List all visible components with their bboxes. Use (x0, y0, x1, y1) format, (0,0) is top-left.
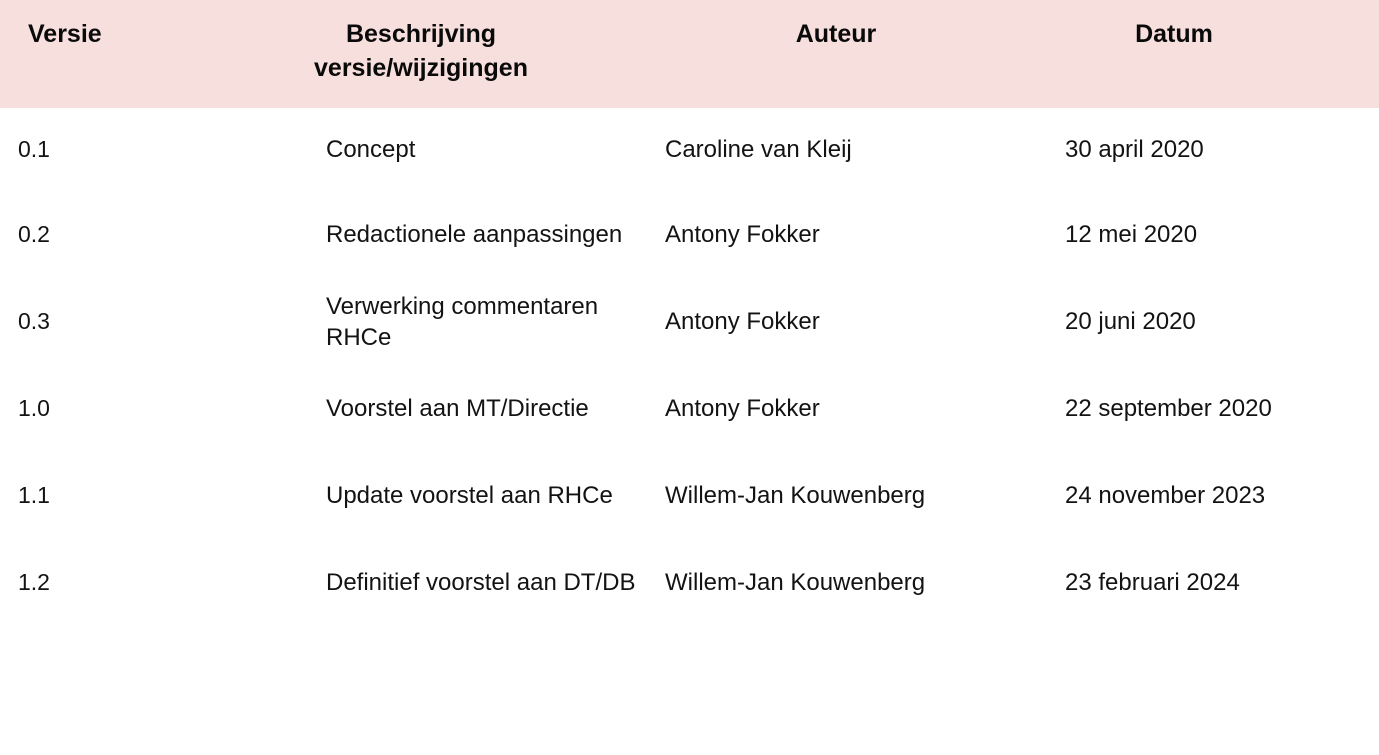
cell-datum: 23 februari 2024 (1065, 569, 1240, 597)
cell-auteur: Willem-Jan Kouwenberg (665, 482, 926, 510)
table-row (0, 540, 1379, 627)
column-header-beschrijving-line2: versie/wijzigingen (314, 53, 528, 82)
column-header-beschrijving (155, 0, 665, 108)
table-trailing-space (0, 627, 1379, 755)
cell-beschrijving: Concept (326, 135, 416, 163)
cell-auteur: Antony Fokker (665, 221, 820, 249)
table-row (0, 192, 1379, 279)
column-header-auteur (665, 0, 1065, 108)
cell-beschrijving: Definitief voorstel aan DT/DB (326, 569, 636, 597)
table-body (0, 108, 1379, 755)
cell-auteur: Antony Fokker (665, 395, 820, 423)
cell-datum: 12 mei 2020 (1065, 221, 1198, 249)
cell-datum: 30 april 2020 (1065, 135, 1204, 163)
cell-beschrijving: Voorstel aan MT/Directie (326, 395, 589, 423)
cell-beschrijving: Verwerking commentaren RHCe (326, 292, 599, 351)
cell-versie: 0.3 (18, 308, 50, 335)
spacer-cell (1065, 627, 1379, 755)
spacer-cell (665, 627, 1065, 755)
column-header-versie: Versie (28, 20, 102, 48)
spacer-cell (155, 627, 665, 755)
cell-beschrijving: Update voorstel aan RHCe (326, 482, 613, 510)
cell-auteur: Antony Fokker (665, 308, 820, 336)
table-header (0, 0, 1379, 108)
column-header-datum-label: Datum (1135, 20, 1213, 48)
column-header-auteur-label: Auteur (795, 20, 877, 48)
table-row (0, 279, 1379, 366)
table-header-row (0, 0, 1379, 108)
table-row (0, 366, 1379, 453)
cell-datum: 20 juni 2020 (1065, 308, 1196, 336)
cell-versie: 1.2 (18, 569, 50, 596)
spacer-cell (0, 627, 155, 755)
cell-auteur: Willem-Jan Kouwenberg (665, 569, 926, 597)
cell-auteur: Caroline van Kleij (665, 135, 852, 163)
cell-beschrijving: Redactionele aanpassingen (326, 221, 623, 249)
cell-versie: 0.2 (18, 221, 50, 248)
column-header-beschrijving-line1: Beschrijving (345, 20, 497, 48)
cell-versie: 0.1 (18, 135, 50, 162)
cell-versie: 1.1 (18, 482, 50, 509)
table-row (0, 453, 1379, 540)
table-row (0, 108, 1379, 192)
cell-versie: 1.0 (18, 395, 50, 422)
column-header-datum (1065, 0, 1379, 108)
cell-datum: 22 september 2020 (1065, 395, 1272, 423)
cell-datum: 24 november 2023 (1065, 482, 1266, 510)
